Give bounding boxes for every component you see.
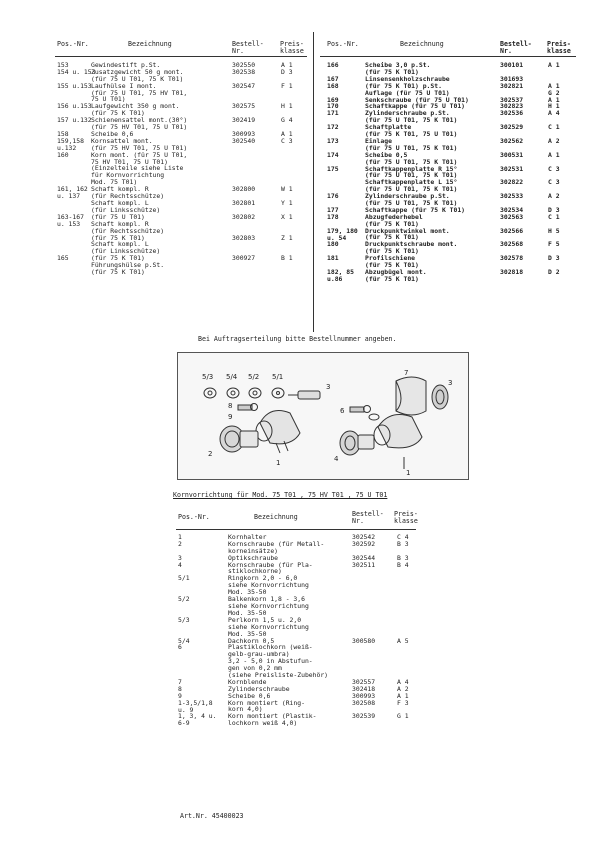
row-description: (für Linksschütze) (91, 247, 161, 256)
row-order-number: 302550 (232, 61, 256, 69)
row-price-class: B 1 (281, 254, 293, 263)
col-header-pos-right: Pos.-Nr. (327, 40, 359, 48)
row-description: Schaftplatte (365, 123, 412, 132)
row-description: Plastiklochkorn (weiß- (228, 643, 313, 652)
row-description: Korn montiert (Ring- (228, 698, 305, 707)
row-description: Mod. 35-50 (228, 608, 267, 617)
label-4: 4 (334, 455, 339, 463)
col-header-preis-left: Preis- klasse (280, 40, 304, 55)
row-description: (für 75 U T01) (91, 212, 145, 221)
table-row (57, 152, 309, 187)
label-5-1: 5/1 (272, 373, 284, 381)
exploded-view-diagram (177, 352, 469, 480)
optic-screw-left (288, 391, 320, 399)
row-order-number: 302801 (232, 199, 256, 207)
column-divider (313, 32, 314, 332)
row-order-number: 302544 (352, 553, 376, 562)
row-description: (für 75 K T01) (91, 254, 145, 263)
row-order-number: 302536 (500, 109, 524, 118)
row-order-number: 302542 (352, 533, 376, 541)
row-pos: 181 (327, 254, 339, 263)
table-row (327, 241, 579, 255)
article-number: Art.Nr. 45400023 (180, 812, 244, 820)
row-pos: 1, 3, 4 u. 6-9 (178, 712, 217, 728)
label-5-2: 5/2 (248, 373, 260, 381)
row-description: (siehe Preisliste-Zubehör) (228, 671, 329, 679)
front-screw (220, 426, 258, 452)
row-price-class: A 1 (281, 61, 293, 69)
label-5-4: 5/4 (226, 373, 238, 381)
bottom-header-bez: Bezeichnung (254, 513, 298, 521)
sight-holder-right (374, 415, 422, 448)
row-pos: 1 (178, 533, 182, 541)
label-7: 7 (404, 369, 409, 377)
section-caption: Kornvorrichtung für Mod. 75 T01 , 75 HV T01 , 75 U T01 (173, 491, 388, 499)
row-price-class: H 1 (281, 102, 293, 111)
row-description: Kornhalter (228, 533, 267, 541)
row-pos: 159,158 u.132 (57, 136, 84, 152)
order-note: Bei Auftragserteilung bitte Bestellnummer angeben. (198, 335, 397, 343)
row-pos: 172 (327, 123, 339, 132)
row-pos: 2 (178, 539, 182, 548)
plastic-sight-screw (340, 431, 374, 455)
row-order-number: 302563 (500, 212, 524, 221)
table-row (178, 686, 428, 693)
row-description: korn 4,0) (228, 705, 263, 714)
row-description: Druckpunktschraube mont. (365, 240, 458, 249)
row-description: Korn mont. (für 75 U T01, (91, 150, 188, 159)
row-price-class: D 3 (548, 254, 560, 263)
table-row (57, 214, 309, 235)
row-pos: 5/3 (178, 615, 190, 624)
row-price-class: A 5 (397, 636, 409, 645)
row-description: (für 75 K T01) (91, 109, 145, 118)
row-description: Gewindestift p.St. (91, 61, 161, 69)
row-description: (für 75 K T01) (365, 233, 419, 242)
row-pos: 153 (57, 61, 69, 69)
row-description: für Kornvorrichtung (91, 171, 165, 180)
row-price-class: C 3 C 3 (548, 164, 560, 187)
row-description: Perlkorn 1,5 u. 2,0 (228, 615, 302, 624)
row-description: Kornblende (228, 677, 267, 686)
row-description: (für 75 K T01) (365, 247, 419, 256)
row-pos: 5/1 (178, 574, 190, 583)
row-description: (für 75 U T01, 75 K T01) (365, 143, 458, 152)
row-price-class: D 2 (548, 268, 560, 276)
row-description: Mod. 35-50 (228, 629, 267, 638)
row-description: siehe Kornvorrichtung (228, 581, 309, 590)
col-header-best-left: Bestell- Nr. (232, 40, 264, 55)
row-order-number: 302821 (500, 81, 524, 90)
row-price-class: B 3 (397, 539, 409, 548)
row-pos: 157 u.132 (57, 116, 92, 125)
row-description: 3,2 - 5,0 in Abstufun- (228, 657, 313, 666)
row-order-number: 302531 302822 (500, 164, 524, 187)
row-description: Schaft kompl. R (91, 219, 149, 228)
row-order-number: 302557 (352, 677, 376, 686)
row-description: Zusatzgewicht 50 g mont. (91, 67, 184, 76)
label-9-left: 9 (228, 413, 233, 421)
col-header-bez-left: Bezeichnung (128, 40, 172, 48)
label-3-right: 3 (448, 379, 453, 387)
row-description: (für 75 U T01, 75 K T01) (365, 157, 458, 166)
row-price-class: G 4 (281, 116, 293, 125)
row-description: korneinsätze) (228, 546, 279, 555)
row-description: Balkenkorn 1,8 - 3,6 (228, 595, 305, 604)
row-pos: 177 (327, 205, 339, 214)
col-header-best-right: Bestell- Nr. (500, 40, 532, 55)
row-price-class: X 1 (281, 212, 293, 221)
row-description: (für 75 U T01, 75 K T01) (365, 198, 458, 207)
row-order-number: 302823 (500, 102, 524, 111)
table-row (327, 255, 579, 269)
table-row (327, 124, 579, 138)
row-pos: 163-167 u. 153 (57, 212, 84, 228)
row-price-class: A 2 (548, 192, 560, 201)
row-description: Schaftkappenplatte R 15° (365, 164, 458, 173)
label-8-left: 8 (228, 402, 233, 410)
label-1-left: 1 (276, 459, 281, 467)
row-order-number: 302508 (352, 698, 376, 707)
row-pos: 3 (178, 553, 182, 562)
row-pos: 178 (327, 212, 339, 221)
row-order-number: 300531 (500, 150, 524, 159)
row-order-number: 302540 (232, 136, 256, 145)
row-order-number: 302800 (232, 185, 256, 194)
table-row (57, 103, 309, 117)
table-row (327, 193, 579, 207)
row-order-number: 302534 (500, 205, 524, 214)
row-description: (für Rechtsschütze) (91, 226, 165, 235)
table-row (178, 541, 428, 555)
row-description: Scheibe 3,0 p.St. (365, 61, 431, 69)
row-price-class: A 1 G 2 (548, 81, 560, 97)
label-6: 6 (340, 407, 345, 415)
row-pos: 173 (327, 136, 339, 145)
row-pos: 168 (327, 81, 339, 90)
row-description: Zylinderschraube p.St. (365, 192, 450, 201)
row-order-number: 302592 (352, 539, 376, 548)
row-price-class: C 1 (548, 212, 560, 221)
row-order-number: 302578 (500, 254, 524, 263)
row-pos: 165 (57, 254, 69, 263)
table-row (57, 69, 309, 83)
row-description: (Einzelteile siehe Liste (91, 164, 184, 173)
table-row (178, 679, 428, 686)
row-description: Dachkorn 0,5 (228, 636, 275, 645)
row-description: (für 75 HV T01, 75 U T01) (91, 123, 188, 132)
row-price-class: C 1 (548, 123, 560, 132)
row-order-number: 302566 (500, 226, 524, 235)
table-row (178, 596, 428, 617)
row-description: (für 75 K T01) p.St. (365, 81, 442, 90)
row-price-class: D 3 (281, 67, 293, 76)
row-pos: 4 (178, 560, 182, 569)
row-description: Mod. 75 T01) (91, 178, 138, 187)
row-order-number: 302511 (352, 560, 376, 569)
row-description: Scheibe 0,6 (91, 130, 134, 138)
row-order-number: 302539 (352, 712, 376, 721)
front-sight-inserts (204, 388, 284, 398)
row-order-number: 302529 (500, 123, 524, 132)
row-description: (für 75 K T01) (91, 267, 145, 276)
row-pos: 166 (327, 61, 339, 69)
row-description: (für 75 U T01, 75 K T01) (365, 185, 458, 194)
row-description: Schaft kompl. R (91, 185, 149, 194)
row-description: stiklochkorne) (228, 567, 282, 576)
row-pos: 174 (327, 150, 339, 159)
table-row (57, 200, 309, 214)
table-row (178, 713, 428, 727)
row-order-number: 302533 (500, 192, 524, 201)
row-pos: 175 (327, 164, 339, 173)
row-order-number: 302547 (232, 81, 256, 90)
table-row (327, 214, 579, 228)
row-price-class: B 4 (397, 560, 409, 569)
row-order-number: 302418 (352, 684, 376, 693)
table-row (327, 110, 579, 124)
cyl-screw-washer (238, 404, 258, 411)
bottom-header-preis: Preis- klasse (394, 510, 418, 525)
row-description: Schaftkappe (für 75 K T01) (365, 205, 466, 214)
row-description: gelb-grau-umbra) (228, 650, 290, 659)
row-price-class: H 5 (548, 226, 560, 235)
row-pos: 169 (327, 95, 339, 104)
row-pos: 7 (178, 677, 182, 686)
row-order-number: 302419 (232, 116, 256, 125)
row-description: Scheibe 0,5 (365, 150, 408, 159)
row-price-class: A 2 (548, 136, 560, 145)
row-description: (für 75 U T01, 75 K T01) (365, 116, 458, 125)
row-description: (für Linksschütze) (91, 205, 161, 214)
row-pos: 5/2 (178, 595, 190, 604)
row-description: gen von 0,2 mm (228, 664, 282, 673)
row-price-class: B 3 (397, 553, 409, 562)
row-order-number: 300101 (500, 61, 524, 69)
header-rule-right (320, 56, 576, 57)
row-pos: 182, 85 u.86 (327, 268, 354, 283)
row-order-number: 301693 (500, 74, 524, 83)
row-pos: 154 u. 153 (57, 67, 96, 76)
row-description: Laufhülse I mont. (91, 81, 157, 90)
row-pos: 160 (57, 150, 69, 159)
row-description: (für 75 U T01, 75 HV T01, (91, 88, 188, 97)
row-pos: 167 (327, 74, 339, 83)
label-2: 2 (208, 450, 213, 458)
row-description: Auflage (für 75 U T01) (365, 88, 450, 97)
row-price-class: H 1 (548, 102, 560, 111)
row-description: (für 75 K T01) (365, 274, 419, 283)
row-description: Schienensattel mont.(30°) (91, 116, 188, 125)
row-description: Kornsattel mont. (91, 136, 153, 145)
row-price-class: A 1 (397, 691, 409, 700)
row-description: (für Rechtsschütze) (91, 192, 165, 201)
row-description: Druckpunktwinkel mont. (365, 226, 450, 235)
row-order-number: 302538 (232, 67, 256, 76)
row-order-number: 302803 (232, 233, 256, 242)
row-order-number: 300927 (232, 254, 256, 263)
row-description: Laufgewicht 350 g mont. (91, 102, 180, 111)
table-row (178, 562, 428, 576)
row-description: Schaft kompl. L (91, 240, 149, 249)
row-description: Scheibe 0,6 (228, 691, 271, 700)
row-description: Linsensenkholzschraube (365, 74, 450, 83)
small-parts-right (350, 406, 379, 421)
sight-holder-left (256, 411, 300, 453)
row-pos: 8 (178, 684, 182, 693)
table-row (178, 638, 428, 679)
row-pos: 171 (327, 109, 339, 118)
col-header-preis-right: Preis- klasse (547, 40, 571, 55)
row-price-class: F 5 (548, 240, 560, 249)
row-description: Schaftkappenplatte L 15° (365, 178, 458, 187)
row-price-class: W 1 (281, 185, 293, 194)
table-row (327, 152, 579, 166)
row-pos: 180 (327, 240, 339, 249)
row-description: Zylinderschraube p.St. (365, 109, 450, 118)
table-row (178, 700, 428, 714)
bottom-header-best: Bestell- Nr. (352, 510, 384, 525)
parts-drawing (178, 353, 468, 479)
table-row (178, 575, 428, 596)
table-row (57, 117, 309, 131)
row-price-class: G 1 (397, 712, 409, 721)
table-row (57, 83, 309, 104)
row-order-number: 302575 (232, 102, 256, 111)
table-row (178, 617, 428, 638)
row-description: Abzugfederhebel (365, 212, 423, 221)
row-description: Abzugbügel mont. (365, 268, 427, 276)
row-order-number: 302562 (500, 136, 524, 145)
row-description: Profilschiene (365, 254, 416, 263)
row-pos: 1-3,5/1,8 u. 9 (178, 698, 213, 714)
row-pos: 5/4 6 (178, 636, 190, 652)
table-row (57, 186, 309, 200)
row-price-class: A 4 (397, 677, 409, 686)
row-description: lochkorn weiß 4,0) (228, 719, 298, 728)
row-description: (für 75 HV T01, 75 U T01) (91, 143, 188, 152)
row-price-class: F 1 (281, 81, 293, 90)
row-pos: 176 (327, 192, 339, 201)
row-description: 75 HV T01, 75 U T01) (91, 157, 168, 166)
row-price-class: F 3 (397, 698, 409, 707)
threaded-ring-right (432, 385, 448, 409)
row-pos: 179, 180 u. 54 (327, 226, 358, 242)
row-order-number: 300580 (352, 636, 376, 645)
row-description: siehe Kornvorrichtung (228, 622, 309, 631)
row-description: (für 75 K T01) (365, 261, 419, 270)
row-description: Einlage (365, 136, 392, 145)
row-pos: 155 u.153 (57, 81, 92, 90)
col-header-bez-right: Bezeichnung (400, 40, 444, 48)
row-price-class: A 1 (548, 150, 560, 159)
label-1-right: 1 (406, 469, 411, 477)
sight-cover (396, 377, 426, 415)
row-price-class: C 4 (397, 533, 409, 541)
row-description: (für 75 K T01, 75 U T01) (365, 129, 458, 138)
table-row (327, 138, 579, 152)
table-row (327, 62, 579, 76)
row-price-class: A 1 (548, 95, 560, 104)
row-pos: 158 (57, 130, 69, 138)
row-description: Korn montiert (Plastik- (228, 712, 317, 721)
row-description: Mod. 35-50 (228, 588, 267, 597)
bottom-header-rule (176, 529, 416, 530)
row-description: Schaft kompl. L (91, 199, 149, 207)
row-pos: 170 (327, 102, 339, 111)
header-rule-left (55, 56, 307, 57)
table-row (327, 83, 579, 97)
table-row (327, 166, 579, 194)
row-description: (für 75 K T01) (91, 233, 145, 242)
row-description: Zylinderschraube (228, 684, 290, 693)
row-description: siehe Kornvorrichtung (228, 601, 309, 610)
row-order-number: 302568 (500, 240, 524, 249)
table-row (57, 255, 309, 276)
row-description: Kornschraube (für Metall- (228, 539, 325, 548)
row-order-number: 302818 (500, 268, 524, 276)
col-header-pos-left: Pos.-Nr. (57, 40, 89, 48)
row-order-number: 302537 (500, 95, 524, 104)
table-row (327, 228, 579, 242)
row-description: (für 75 U T01, 75 K T01) (365, 171, 458, 180)
row-order-number: 300993 (352, 691, 376, 700)
row-price-class: A 1 (548, 61, 560, 69)
label-5-3: 5/3 (202, 373, 214, 381)
row-order-number: 300993 (232, 130, 256, 138)
row-price-class: Z 1 (281, 233, 293, 242)
row-description: Ringkorn 2,0 - 6,0 (228, 574, 298, 583)
table-row (57, 138, 309, 152)
row-description: Kornschraube (für Pla- (228, 560, 313, 569)
row-price-class: Y 1 (281, 199, 293, 207)
row-description: Optikschraube (228, 553, 279, 562)
row-pos: 156 u.153 (57, 102, 92, 111)
row-description: Schaftkappe (für 75 U T01) (365, 102, 466, 111)
row-price-class: D 3 (548, 205, 560, 214)
row-pos: 9 (178, 691, 182, 700)
row-pos: 161, 162 u. 137 (57, 185, 88, 201)
table-row (327, 269, 579, 283)
row-description: Führungshülse p.St. (91, 261, 165, 270)
bottom-header-pos: Pos.-Nr. (178, 513, 210, 521)
row-description: 75 U T01) (91, 95, 126, 104)
label-3-left: 3 (326, 383, 331, 391)
row-price-class: C 3 (281, 136, 293, 145)
row-description: (für 75 K T01) (365, 67, 419, 76)
table-row (57, 235, 309, 256)
row-description: (für 75 K T01) (365, 219, 419, 228)
row-description: Senkschraube (für 75 U T01) (365, 95, 469, 104)
row-description: (für 75 U T01, 75 K T01) (91, 74, 184, 83)
row-price-class: A 2 (397, 684, 409, 693)
row-price-class: A 1 (281, 130, 293, 138)
row-order-number: 302802 (232, 212, 256, 221)
row-price-class: A 4 (548, 109, 560, 118)
